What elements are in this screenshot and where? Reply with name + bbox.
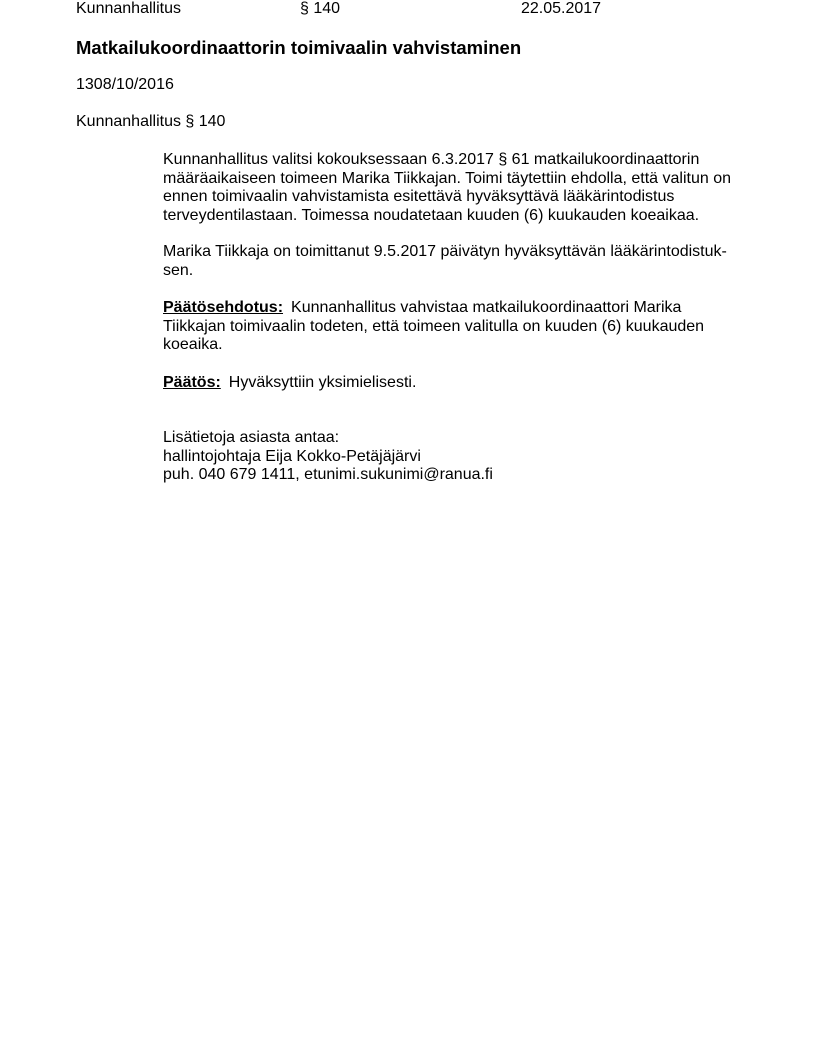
document-title: Matkailukoordinaattorin toimivaalin vahvistaminen — [76, 37, 522, 58]
text-line: Tiikkajan toimivaalin todeten, että toimeen valitulla on kuuden (6) kuukauden — [163, 317, 705, 335]
text-line: Kunnanhallitus valitsi kokouksessaan 6.3.2017 § 61 matkailukoordinaattorin — [163, 151, 700, 168]
text-line: terveydentilastaan. Toimessa noudatetaan kuuden (6) kuukauden koeaikaa. — [163, 206, 700, 224]
paragraph-certificate — [163, 243, 743, 280]
case-reference: 1308/10/2016 — [76, 76, 174, 93]
contact-details: puh. 040 679 1411, etunimi.sukunimi@ranua.fi — [163, 466, 493, 483]
contact-info — [163, 429, 743, 485]
contact-person: hallintojohtaja Eija Kokko-Petäjäjärvi — [163, 447, 421, 465]
decision-text: Hyväksyttiin yksimielisesti. — [228, 374, 417, 391]
header-date: 22.05.2017 — [521, 0, 602, 17]
text-line — [163, 299, 743, 318]
header-section-number: § 140 — [300, 0, 341, 17]
text-line: ennen toimivaalin vahvistamista esitettävä hyväksyttävä lääkärintodistus — [163, 188, 675, 205]
text-line — [163, 374, 743, 393]
proposal-label: Päätösehdotus: — [163, 299, 284, 316]
text-line: määräaikaiseen toimeen Marika Tiikkajan. Toimi täytettiin ehdolla, että valitun on — [163, 169, 731, 187]
text-line: koeaika. — [163, 336, 223, 353]
text-line: sen. — [163, 261, 194, 279]
text-line: Marika Tiikkaja on toimittanut 9.5.2017 päivätyn hyväksyttävän lääkärintodistuk- — [163, 243, 727, 260]
decision-label: Päätös: — [163, 374, 221, 391]
header-body-name: Kunnanhallitus — [76, 0, 181, 17]
section-line: Kunnanhallitus § 140 — [76, 113, 226, 130]
paragraph-background — [163, 151, 743, 225]
contact-heading: Lisätietoja asiasta antaa: — [163, 429, 340, 446]
decision-proposal — [163, 299, 743, 355]
proposal-text: Kunnanhallitus vahvistaa matkailukoordinaattori Marika — [291, 299, 682, 316]
decision — [163, 374, 743, 393]
